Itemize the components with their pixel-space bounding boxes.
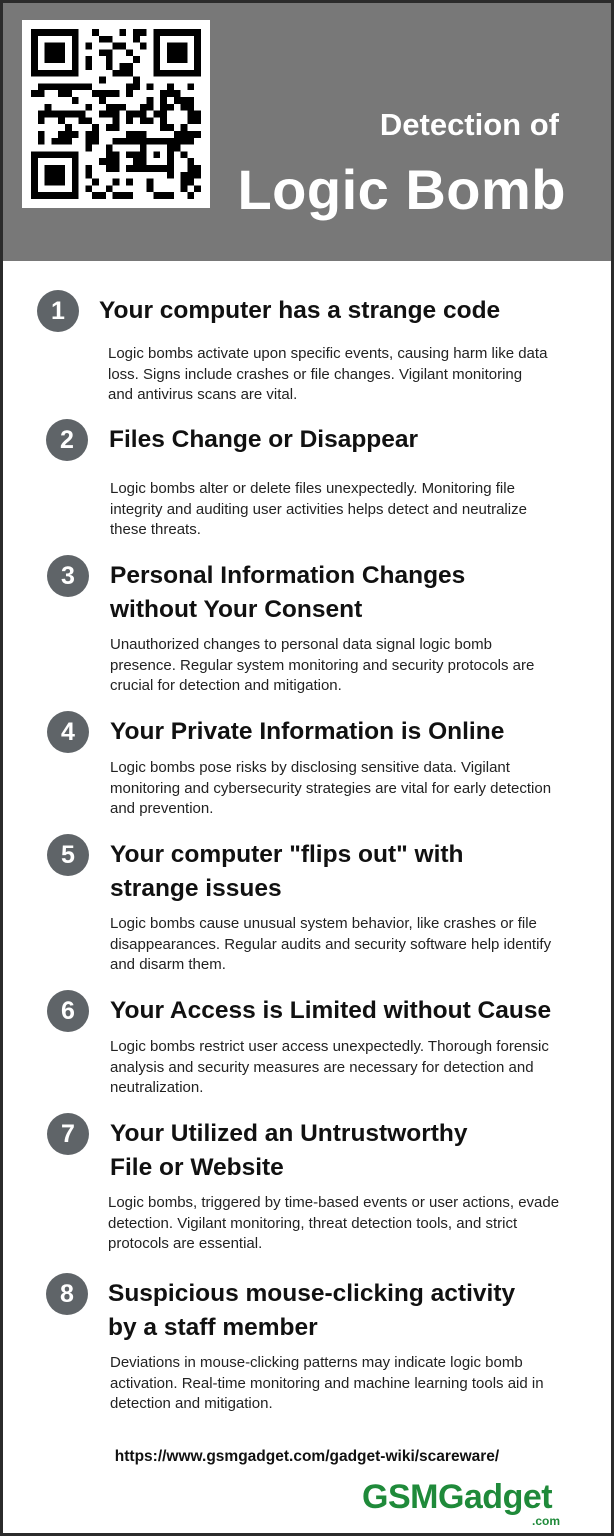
header-banner — [3, 3, 611, 261]
item-description: Logic bombs pose risks by disclosing sensitive data. Vigilant monitoring and cybersecurity strategies are vital for early detection and prevention. — [110, 759, 552, 818]
item-title: Personal Information Changes without Your Consent — [110, 562, 466, 623]
source-url-link[interactable]: https://www.gsmgadget.com/gadget-wiki/scareware/ — [114, 1448, 500, 1465]
number-badge: 7 — [47, 1113, 89, 1155]
number-badge: 3 — [47, 555, 89, 597]
qr-code — [22, 20, 210, 208]
item-description: Unauthorized changes to personal data signal logic bomb presence. Regular system monitoring and security protocols are crucial for detection and mitigation. — [110, 636, 535, 695]
page-title: Logic Bomb — [237, 158, 566, 221]
item-title: Suspicious mouse-clicking activity by a staff member — [108, 1280, 516, 1341]
item-description: Logic bombs cause unusual system behavior, like crashes or file disappearances. Regular audits and security software help identify and disarm them. — [110, 915, 552, 974]
number-badge: 2 — [46, 419, 88, 461]
number-badge: 4 — [47, 711, 89, 753]
item-title: Your Utilized an Untrustworthy File or Website — [110, 1120, 468, 1181]
item-description: Logic bombs, triggered by time-based events or user actions, evade detection. Vigilant monitoring, threat detection tools, and strict protocols are essential. — [108, 1194, 560, 1253]
number-badge: 6 — [47, 990, 89, 1032]
number-badge: 5 — [47, 834, 89, 876]
item-title: Your computer has a strange code — [99, 297, 501, 324]
number-badge: 1 — [37, 290, 79, 332]
item-description: Logic bombs restrict user access unexpectedly. Thorough forensic analysis and security measures are necessary for detection and neutralization. — [110, 1038, 549, 1097]
item-description: Deviations in mouse-clicking patterns may indicate logic bomb activation. Real-time monitoring and machine learning tools aid in detection and mitigation. — [110, 1354, 544, 1413]
item-title: Files Change or Disappear — [109, 426, 419, 453]
number-badge: 8 — [46, 1273, 88, 1315]
brand-logo — [362, 1478, 582, 1528]
qr-code-icon — [31, 29, 201, 199]
item-description: Logic bombs alter or delete files unexpectedly. Monitoring file integrity and auditing user activities helps detect and neutralize these threats. — [110, 480, 527, 539]
item-title: Your Private Information is Online — [110, 718, 505, 745]
item-title: Your computer "flips out" with strange issues — [110, 841, 464, 902]
item-description: Logic bombs activate upon specific events, causing harm like data loss. Signs include crashes or file changes. Vigilant monitoring and antivirus scans are vital. — [108, 345, 548, 404]
logo-suffix: .com — [532, 1514, 561, 1528]
logo-wordmark: GSMGadget — [362, 1478, 553, 1516]
item-title: Your Access is Limited without Cause — [110, 997, 552, 1024]
header-subtitle: Detection of — [379, 107, 559, 142]
